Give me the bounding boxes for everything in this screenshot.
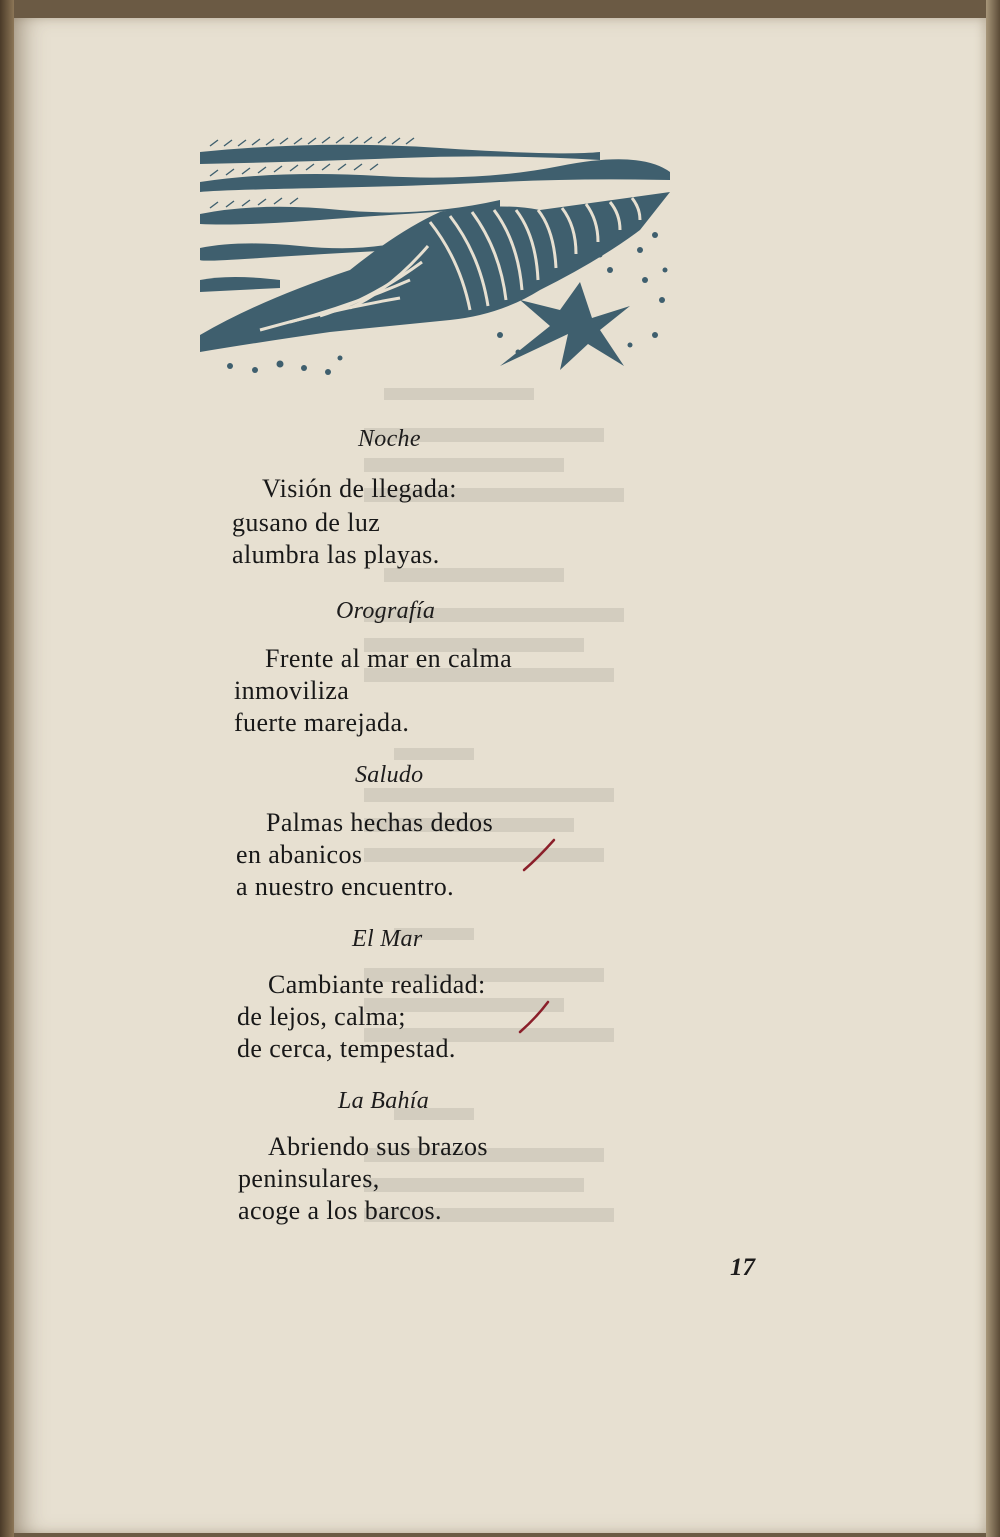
poem-line: peninsulares, bbox=[238, 1164, 380, 1193]
poem-line: Frente al mar en calma bbox=[265, 644, 513, 673]
conch-shell-starfish-woodcut-icon bbox=[200, 130, 680, 380]
page-number: 17 bbox=[730, 1254, 755, 1281]
book-page bbox=[14, 18, 986, 1533]
poem-line: de lejos, calma; bbox=[237, 1002, 406, 1031]
book-page-edge bbox=[986, 0, 1000, 1537]
poem-line: en abanicos bbox=[236, 840, 363, 869]
poem-line: alumbra las playas. bbox=[232, 540, 440, 569]
poem-title: Saludo bbox=[355, 762, 424, 788]
poem-title: Noche bbox=[358, 426, 421, 452]
poem-line: acoge a los barcos. bbox=[238, 1196, 442, 1225]
poem-line: Visión de llegada: bbox=[262, 474, 457, 503]
poem-title: Orografía bbox=[336, 598, 436, 624]
poem-line: Abriendo sus brazos bbox=[268, 1132, 488, 1161]
poem-line: Cambiante realidad: bbox=[268, 970, 486, 999]
book-spine-edge bbox=[0, 0, 14, 1537]
pencil-tick-mark-icon bbox=[520, 836, 560, 876]
poem-line: fuerte marejada. bbox=[234, 708, 410, 737]
poem-line: Palmas hechas dedos bbox=[266, 808, 494, 837]
pencil-tick-mark-icon bbox=[516, 998, 556, 1038]
poem-line: de cerca, tempestad. bbox=[237, 1034, 456, 1063]
poem-line: gusano de luz bbox=[232, 508, 381, 537]
poem-title: El Mar bbox=[352, 926, 423, 952]
poem-line: a nuestro encuentro. bbox=[236, 872, 455, 901]
poem-title: La Bahía bbox=[338, 1088, 430, 1114]
poem-line: inmoviliza bbox=[234, 676, 350, 705]
